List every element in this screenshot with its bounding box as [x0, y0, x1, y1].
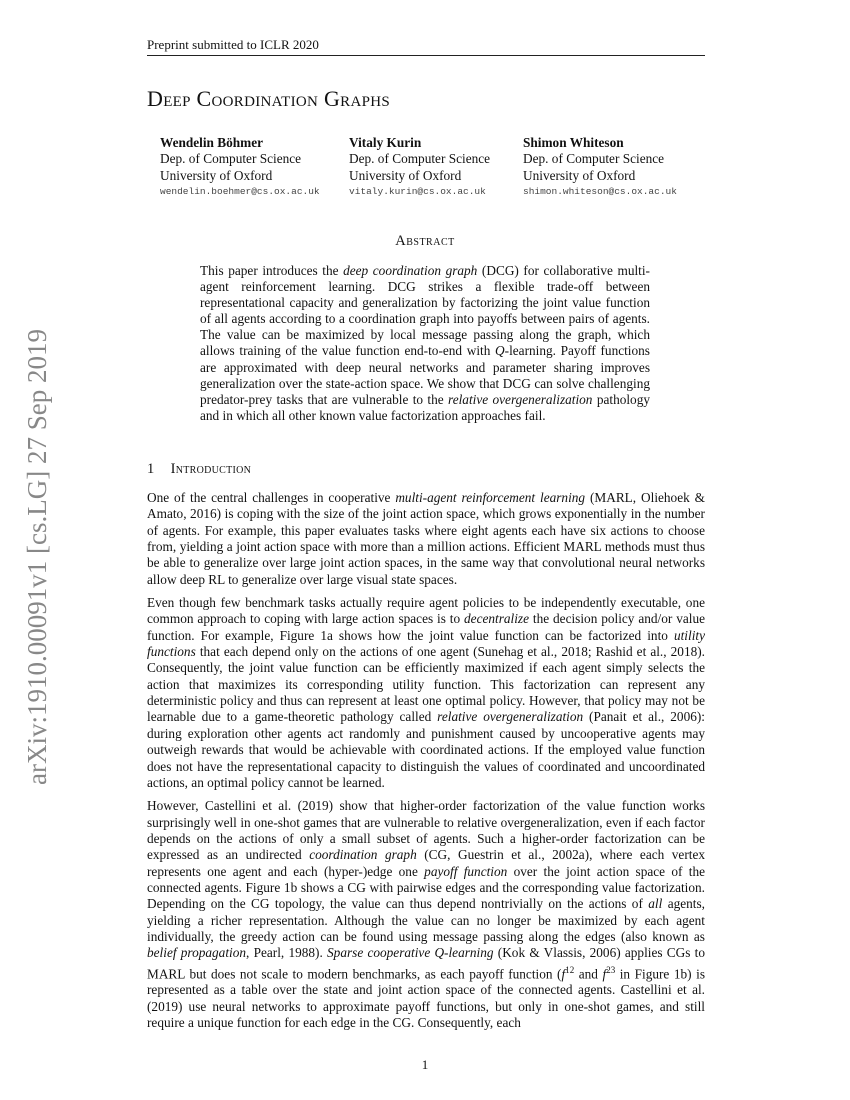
italic-text: Sparse cooperative Q-learning — [327, 945, 494, 961]
italic-text: f — [561, 966, 566, 982]
text-run: agents, yielding a richer representation. Although the value can no longer be maximized by each agent individually, the greedy action can be found using message passing along the edges (also known as — [147, 896, 705, 944]
text-run: Even though few benchmark tasks actually require agent policies to be independently executable, one common approach to coping with large action spaces is to — [147, 595, 705, 627]
italic-text: multi-agent reinforcement learning — [395, 490, 586, 505]
author-block — [349, 135, 490, 200]
author-dept: Dep. of Computer Science — [349, 151, 491, 167]
text-run: in Figure 1b) is represented as a table over the state and joint action space of the connected agents. Castellini et al. (2019) use neural networks to approximate payoff functions, but only in one-shot games, and still require a unique function for each edge in the CG. Consequently, each — [147, 966, 705, 1031]
author-name: Shimon Whiteson — [523, 135, 624, 150]
running-header: Preprint submitted to ICLR 2020 — [147, 37, 319, 52]
text-run: (MARL, Oliehoek & Amato, 2016) is coping with the size of the joint action space, which grows exponentially in the number of agents. For example, this paper evaluates tasks where eight agents each have six actions to choose from, yielding a joint action space with more than a million actions. Efficient MARL methods must thus be able to generalize over large joint action spaces, in the same way that convolutional neural networks allow deep RL to generalize over large visual state spaces. — [147, 490, 705, 587]
author-univ: University of Oxford — [523, 167, 636, 183]
arxiv-stamp: arXiv:1910.00091v1 [cs.LG] 27 Sep 2019 — [22, 329, 52, 785]
section-title: Introduction — [170, 461, 252, 477]
text-run: This paper introduces the — [200, 263, 344, 278]
section-heading — [147, 461, 251, 478]
author-name: Wendelin Böhmer — [160, 135, 264, 150]
italic-text: f — [602, 966, 607, 982]
author-block — [523, 135, 677, 200]
paragraph — [147, 595, 705, 791]
text-run: pathology and in which all other known value factorization approaches fail. — [200, 391, 651, 423]
text-run: One of the central challenges in cooperative — [147, 490, 396, 505]
author-univ: University of Oxford — [160, 167, 273, 183]
italic-text: coordination graph — [309, 847, 417, 863]
author-dept: Dep. of Computer Science — [160, 151, 302, 167]
author-dept: Dep. of Computer Science — [523, 151, 665, 167]
text-run: the decision policy and/or value function. For example, Figure 1a shows how the joint value function can be factorized into — [147, 611, 705, 643]
italic-text: relative overgeneralization — [448, 391, 593, 407]
text-run: over the joint action space of the connected agents. Figure 1b shows a CG with pairwise edges and the corresponding value factorization. Depending on the CG topology, the value can thus depend nontrivially on the actions of — [147, 863, 706, 912]
text-run: (Panait et al., 2006): during exploration other agents act randomly and punishment caused by uncooperative agents may outweigh rewards that would be achievable with coordinated actions. If the employed value function does not have the representational capacity to distinguish the values of coordinated and uncoordinated actions, an optimal policy cannot be learned. — [147, 709, 705, 790]
italic-text: Q — [495, 343, 505, 359]
author-email[interactable]: wendelin.boehmer@cs.ox.ac.uk — [160, 185, 320, 197]
text-run: , Pearl, 1988). — [246, 945, 328, 961]
text-run: However, Castellini et al. (2019) show that higher-order factorization of the value function works surprisingly well in one-shot games that are vulnerable to relative overgeneralization, even if each factor depends on the actions of only a small subset of agents. Such a higher-order factorization can be expressed as an undirected — [147, 798, 705, 863]
italic-text: deep coordination graph — [343, 263, 478, 278]
author-block — [160, 135, 320, 200]
author-univ: University of Oxford — [349, 167, 462, 183]
text-run: (CG, Guestrin et al., 2002a), where each vertex represents one agent and each (hyper-)edge one — [147, 847, 706, 879]
text-run: and — [574, 966, 603, 982]
text-run: (Kok & Vlassis, 2006) applies CGs to MARL but does not scale to modern benchmarks, as each payoff function ( — [147, 945, 705, 982]
superscript: 23 — [606, 964, 616, 975]
italic-text: decentralize — [464, 611, 530, 627]
superscript: 12 — [565, 964, 575, 975]
paragraph — [147, 490, 705, 588]
header-rule — [147, 55, 705, 56]
text-run: that each depend only on the actions of one agent (Sunehag et al., 2018; Rashid et al., 2018). Consequently, the joint value function can be efficiently maximized if each agent simply selects the action that maximizes its corresponding utility function. This factorization can represent any deterministic policy and thus can represent at least one optimal policy. However, that policy may not be learnable due to a game-theoretic pathology called — [147, 644, 705, 725]
italic-text: utility functions — [147, 627, 705, 660]
italic-text: payoff function — [424, 863, 508, 879]
author-email[interactable]: vitaly.kurin@cs.ox.ac.uk — [349, 185, 486, 197]
paper-title: Deep Coordination Graphs — [147, 86, 390, 111]
page-number: 1 — [421, 1057, 429, 1072]
body-text — [147, 490, 705, 1038]
italic-text: relative overgeneralization — [437, 709, 584, 725]
section-number: 1 — [147, 461, 155, 477]
author-name: Vitaly Kurin — [349, 135, 422, 150]
text-run: (DCG) for collaborative multi-agent reinforcement learning. DCG strikes a flexible trade-off between representational capacity and generalization by factorizing the joint value function of all agents according to a coordination graph into payoffs between pairs of agents. The value can be maximized by local message passing along the graph, which allows training of the value function end-to-end with — [200, 263, 650, 359]
italic-text: all — [648, 896, 663, 912]
author-email[interactable]: shimon.whiteson@cs.ox.ac.uk — [523, 185, 677, 197]
abstract-heading: Abstract — [395, 233, 455, 249]
italic-text: belief propagation — [147, 945, 247, 961]
abstract-text — [200, 263, 650, 424]
paragraph — [147, 798, 705, 1031]
text-run: -learning. Payoff functions are approximated with deep neural networks and parameter sharing improves generalization over the state-action space. We show that DCG can solve challenging predator-prey tasks that are vulnerable to the — [200, 343, 650, 407]
